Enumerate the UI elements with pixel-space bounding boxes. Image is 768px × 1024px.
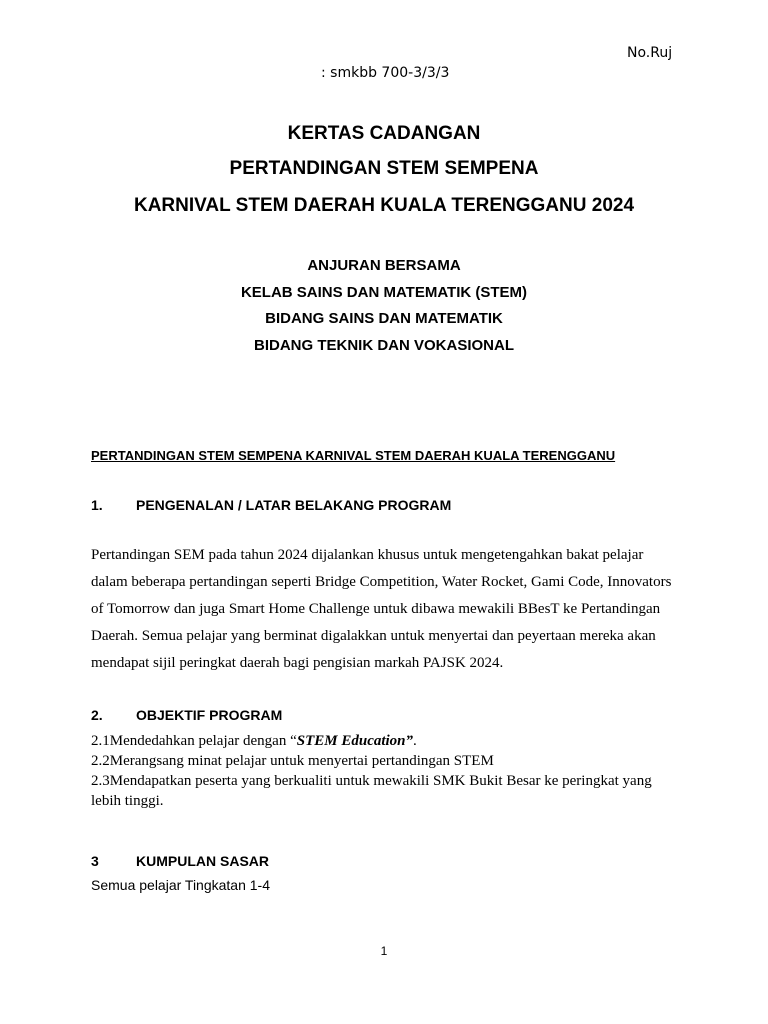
objective-item-3: 2.3Mendapatkan peserta yang berkualiti untuk mewakili SMK Bukit Besar ke peringkat yang lebih tinggi. xyxy=(91,773,652,809)
program-subheading: PERTANDINGAN STEM SEMPENA KARNIVAL STEM DAERAH KUALA TERENGGANU xyxy=(91,448,616,463)
objective-item-1 xyxy=(91,731,681,751)
organizer-item: KELAB SAINS DAN MATEMATIK (STEM) xyxy=(240,284,528,301)
document-title-line-3: KARNIVAL STEM DAERAH KUALA TERENGGANU 2024 xyxy=(133,195,635,216)
objective-1-suffix: . xyxy=(413,733,417,749)
document-title-line-2: PERTANDINGAN STEM SEMPENA xyxy=(229,158,539,179)
organizer-item: BIDANG SAINS DAN MATEMATIK xyxy=(265,310,503,327)
objective-1-text: 2.1Mendedahkan pelajar dengan “ xyxy=(91,733,297,749)
section-title-introduction: PENGENALAN / LATAR BELAKANG PROGRAM xyxy=(136,497,452,513)
document-title-line-1: KERTAS CADANGAN xyxy=(287,123,481,144)
organizers-heading: ANJURAN BERSAMA xyxy=(307,257,461,274)
page-number: 1 xyxy=(380,944,388,958)
target-group-text: Semua pelajar Tingkatan 1-4 xyxy=(91,877,270,893)
section-title-objectives: OBJEKTIF PROGRAM xyxy=(136,707,283,723)
section-number: 3 xyxy=(91,853,99,869)
objective-item-2: 2.2Merangsang minat pelajar untuk menyertai pertandingan STEM xyxy=(91,753,494,769)
reference-label: No.Ruj xyxy=(627,45,673,61)
introduction-paragraph xyxy=(91,542,681,677)
introduction-text: Pertandingan SEM pada tahun 2024 dijalankan khusus untuk mengetengahkan bakat pelajar dalam beberapa pertandingan seperti Bridge Competition, Water Rocket, Gami Code, Innovators of Tomorrow dan juga Smart Home Challenge untuk dibawa mewakili BBesT ke Pertandingan Daerah. Semua pelajar yang berminat digalakkan untuk menyertai dan peyertaan mereka akan mendapat sijil peringkat daerah bagi pengisian markah PAJSK 2024. xyxy=(91,547,672,671)
organizer-item: BIDANG TEKNIK DAN VOKASIONAL xyxy=(253,337,514,354)
objective-1-emphasis: STEM Education” xyxy=(296,733,414,749)
section-number: 2. xyxy=(91,707,103,723)
section-number: 1. xyxy=(91,497,103,513)
reference-number: : smkbb 700-3/3/3 xyxy=(321,65,450,81)
section-title-target-group: KUMPULAN SASAR xyxy=(136,853,269,869)
